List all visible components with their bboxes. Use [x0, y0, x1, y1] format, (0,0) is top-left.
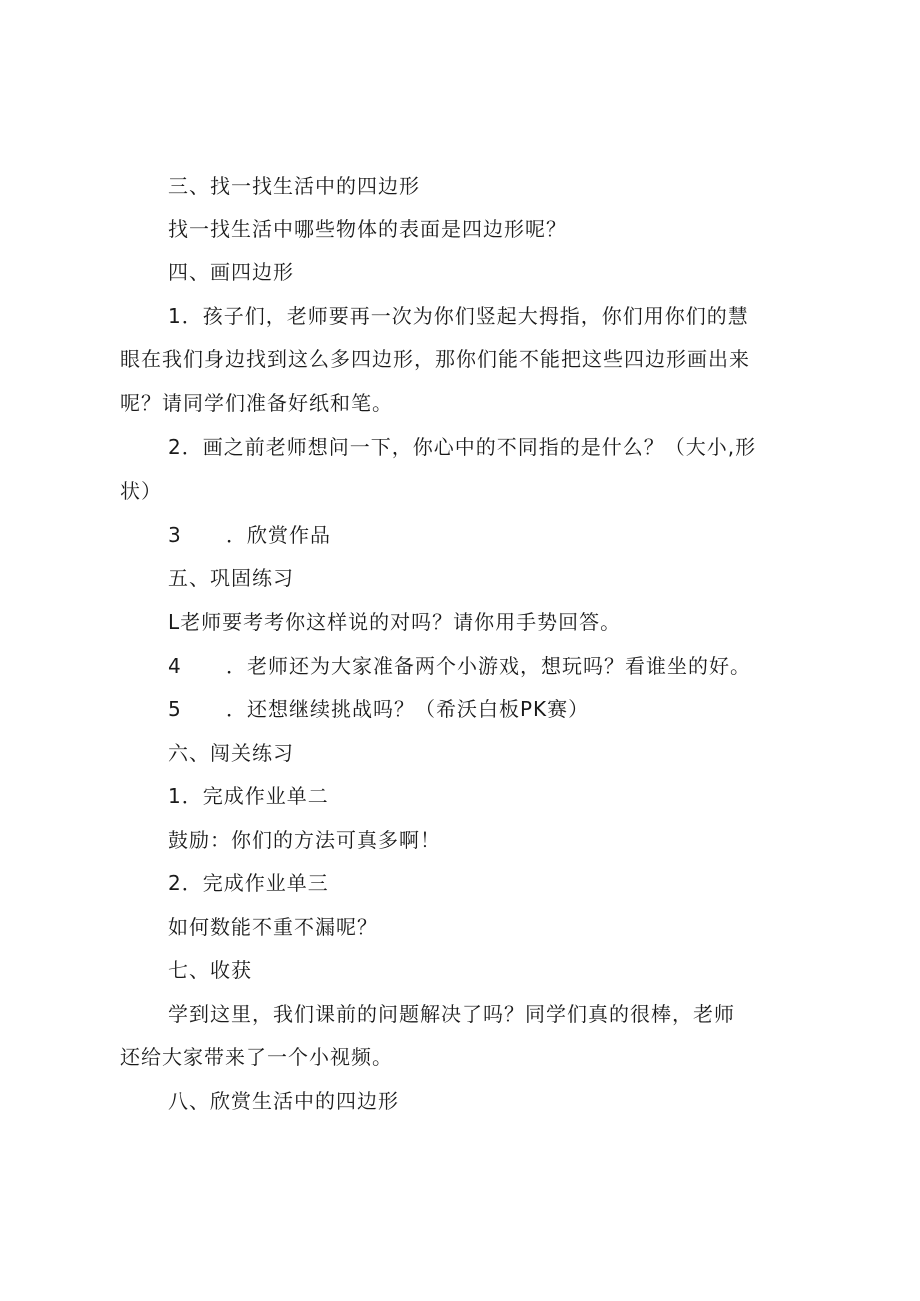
section-4-paragraph-2-line-2: 状）: [120, 479, 162, 503]
item-text: ．老师还为大家准备两个小游戏，想玩吗？看谁坐的好。: [226, 654, 751, 678]
section-7-line-2: 还给大家带来了一个小视频。: [120, 1045, 393, 1069]
section-4-heading: 四、画四边形: [168, 260, 294, 284]
item-text: ．欣赏作品: [226, 523, 331, 547]
section-4-item-3: [168, 521, 331, 549]
item-text: ．还想继续挑战吗？（希沃白板PK赛）: [226, 697, 590, 721]
item-number: 4: [168, 654, 182, 678]
section-5-item-4: [168, 652, 751, 680]
section-5-item-5: [168, 695, 589, 723]
section-4-paragraph-1-line-3: 呢？请同学们准备好纸和笔。: [120, 391, 393, 415]
section-6-item-2-note: 如何数能不重不漏呢？: [168, 915, 378, 939]
item-number: 3: [168, 523, 182, 547]
section-3-heading: 三、找一找生活中的四边形: [168, 174, 420, 198]
section-6-heading: 六、闯关练习: [168, 741, 294, 765]
section-6-item-2: 2．完成作业单三: [168, 871, 329, 895]
section-7-line-1: 学到这里，我们课前的问题解决了吗？同学们真的很棒，老师: [168, 1002, 735, 1026]
section-3-question: 找一找生活中哪些物体的表面是四边形呢？: [168, 217, 567, 241]
section-5-paragraph-1: L老师要考考你这样说的对吗？请你用手势回答。: [168, 610, 622, 634]
section-4-paragraph-1-line-1: 1．孩子们，老师要再一次为你们竖起大拇指，你们用你们的慧: [168, 304, 749, 328]
section-5-heading: 五、巩固练习: [168, 566, 294, 590]
section-6-item-1-note: 鼓励：你们的方法可真多啊！: [168, 828, 441, 852]
item-number: 5: [168, 697, 182, 721]
section-4-paragraph-2-line-1: 2．画之前老师想问一下，你心中的不同指的是什么？（大小,形: [168, 435, 757, 459]
section-4-paragraph-1-line-2: 眼在我们身边找到这么多四边形，那你们能不能把这些四边形画出来: [120, 347, 750, 371]
section-7-heading: 七、收获: [168, 958, 252, 982]
section-8-heading: 八、欣赏生活中的四边形: [168, 1089, 399, 1113]
section-6-item-1: 1．完成作业单二: [168, 784, 329, 808]
